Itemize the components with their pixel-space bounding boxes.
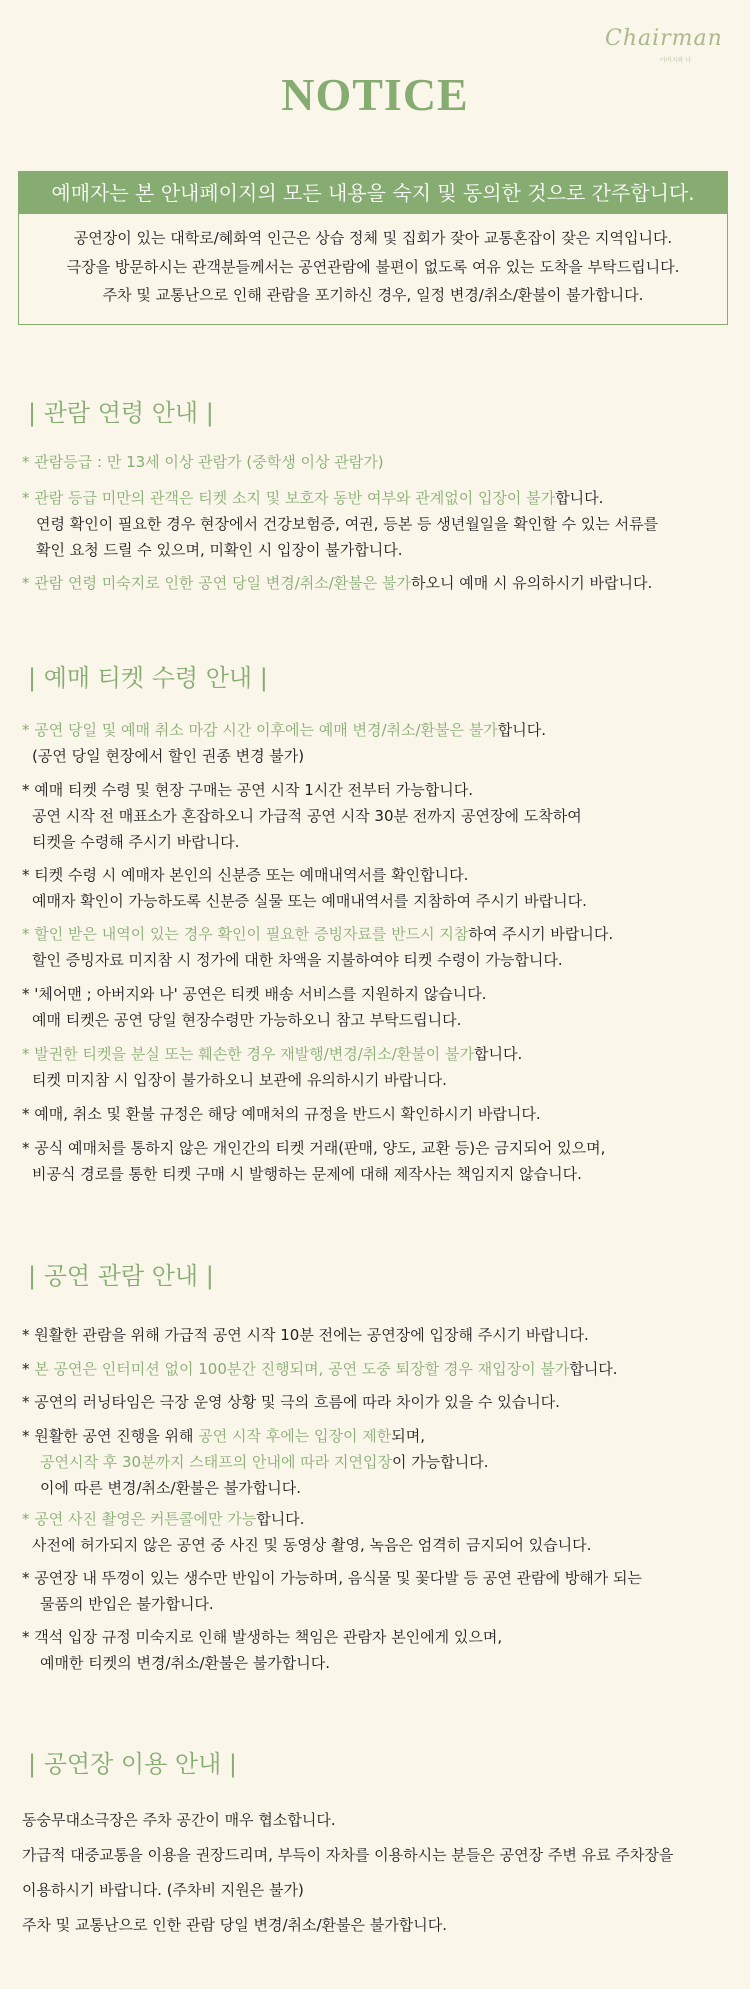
item-text: * 원활한 관람을 위해 가급적 공연 시작 10분 전에는 공연장에 입장해 주시기 바랍니다. — [22, 1326, 589, 1344]
item-text: * 티켓 수령 시 예매자 본인의 신분증 또는 예매내역서를 확인합니다. — [22, 866, 469, 884]
list-item — [22, 777, 732, 855]
venue-line: 가급적 대중교통을 이용을 권장드리며, 부득이 자차를 이용하시는 분들은 공연장 주변 유료 주차장을 — [22, 1846, 674, 1864]
item-text-highlight: * 할인 받은 내역이 있는 경우 확인이 필요한 증빙자료를 반드시 지참 — [22, 925, 469, 943]
item-text-highlight: * 공연 당일 및 예매 취소 마감 시간 이후에는 예매 변경/취소/환불은 불가 — [22, 721, 498, 739]
notice-body — [19, 214, 727, 310]
item-text: * '체어맨 ; 아버지와 나' 공연은 티켓 배송 서비스를 지원하지 않습니다. — [22, 985, 487, 1003]
venue-line: 동숭무대소극장은 주차 공간이 매우 협소합니다. — [22, 1811, 336, 1829]
item-text-highlight: 공연시작 후 30분까지 스태프의 안내에 따라 지연입장 — [40, 1453, 392, 1471]
section-title-ticket: | 예매 티켓 수령 안내 | — [28, 664, 268, 692]
item-text-highlight: 본 공연은 인터미션 없이 100분간 진행되며, 공연 도중 퇴장할 경우 재입장이 불가 — [34, 1360, 570, 1378]
item-text: 하여 주시기 바랍니다. — [468, 925, 614, 943]
list-item — [22, 1506, 732, 1558]
list-item — [22, 1565, 732, 1617]
item-text-highlight: * 공연 사진 촬영은 커튼콜에만 가능 — [22, 1510, 257, 1528]
section-title-venue: | 공연장 이용 안내 | — [28, 1750, 237, 1778]
venue-line: 주차 및 교통난으로 인한 관람 당일 변경/취소/환불은 불가합니다. — [22, 1916, 447, 1934]
item-text: 합니다. — [555, 489, 604, 507]
item-text: 되며, — [391, 1427, 425, 1445]
item-text: 이에 따른 변경/취소/환불은 불가합니다. — [40, 1479, 302, 1497]
venue-paragraph — [22, 1803, 742, 1943]
list-item — [22, 981, 732, 1033]
list-item — [22, 1624, 732, 1676]
item-text: * 공연장 내 뚜껑이 있는 생수만 반입이 가능하며, 음식물 및 꽃다발 등 공연 관람에 방해가 되는 — [22, 1569, 642, 1587]
list-item — [22, 921, 732, 973]
item-text: 연령 확인이 필요한 경우 현장에서 건강보험증, 여권, 등본 등 생년월일을 확인할 수 있는 서류를 — [36, 515, 659, 533]
item-text: * 원활한 공연 진행을 위해 — [22, 1427, 199, 1445]
item-text-highlight: 공연 시작 후에는 입장이 제한 — [198, 1427, 392, 1445]
list-item — [22, 1423, 732, 1501]
item-text: 예매 티켓은 공연 당일 현장수령만 가능하오니 참고 부탁드립니다. — [32, 1011, 462, 1029]
item-text: (공연 당일 현장에서 할인 권종 변경 불가) — [32, 747, 305, 765]
item-text: 예매자 확인이 가능하도록 신분증 실물 또는 예매내역서를 지참하여 주시기 바랍니다. — [32, 892, 587, 910]
page-title: NOTICE — [281, 69, 469, 120]
item-text: 비공식 경로를 통한 티켓 구매 시 발행하는 문제에 대해 제작사는 책임지지 않습니다. — [32, 1165, 582, 1183]
item-bullet: * — [22, 1360, 35, 1378]
venue-line: 이용하시기 바랍니다. (주차비 지원은 불가) — [22, 1881, 304, 1899]
notice-line: 주차 및 교통난으로 인해 관람을 포기하신 경우, 일정 변경/취소/환불이 불가합니다. — [102, 286, 644, 304]
item-text: * 공연의 러닝타임은 극장 운영 상황 및 극의 흐름에 따라 차이가 있을 수 있습니다. — [22, 1393, 560, 1411]
list-item — [22, 1041, 732, 1093]
item-text: * 예매, 취소 및 환불 규정은 해당 예매처의 규정을 반드시 확인하시기 바랍니다. — [22, 1105, 541, 1123]
item-text: 티켓 미지참 시 입장이 불가하오니 보관에 유의하시기 바랍니다. — [32, 1071, 447, 1089]
logo-subtext: 아버지와 나 — [660, 57, 691, 64]
list-item — [22, 1356, 732, 1382]
notice-line: 공연장이 있는 대학로/혜화역 인근은 상습 정체 및 집회가 잦아 교통혼잡이 잦은 지역입니다. — [73, 229, 673, 247]
list-item — [22, 449, 732, 475]
item-text: 합니다. — [569, 1360, 618, 1378]
list-item — [22, 1389, 732, 1415]
list-item — [22, 1101, 732, 1127]
item-text: 사전에 허가되지 않은 공연 중 사진 및 동영상 촬영, 녹음은 엄격히 금지되어 있습니다. — [32, 1536, 592, 1554]
item-text: 합니다. — [497, 721, 547, 739]
notice-line: 극장을 방문하시는 관객분들께서는 공연관람에 불편이 없도록 여유 있는 도착을 부탁드립니다. — [66, 257, 680, 276]
notice-box — [18, 171, 728, 325]
list-item — [22, 1322, 732, 1348]
item-text: 확인 요청 드릴 수 있으며, 미확인 시 입장이 불가합니다. — [36, 541, 403, 559]
section-title-show: | 공연 관람 안내 | — [28, 1262, 214, 1290]
item-text: * 객석 입장 규정 미숙지로 인해 발생하는 책임은 관람자 본인에게 있으며, — [22, 1628, 503, 1646]
section-title-age: | 관람 연령 안내 | — [28, 399, 214, 427]
item-text: 공연 시작 전 매표소가 혼잡하오니 가급적 공연 시작 30분 전까지 공연장에 도착하여 — [32, 807, 582, 825]
item-text: 합니다. — [256, 1510, 305, 1528]
item-text: * 관람등급 : 만 13세 이상 관람가 (중학생 이상 관람가) — [22, 453, 384, 471]
item-text: * 공식 예매처를 통하지 않은 개인간의 티켓 거래(판매, 양도, 교환 등)은 금지되어 있으며, — [22, 1139, 606, 1157]
item-text: 예매한 티켓의 변경/취소/환불은 불가합니다. — [40, 1654, 331, 1672]
item-text: 합니다. — [474, 1045, 523, 1063]
item-text-highlight: * 관람 연령 미숙지로 인한 공연 당일 변경/취소/환불은 불가 — [22, 574, 412, 592]
list-item — [22, 1135, 732, 1187]
item-text: * 예매 티켓 수령 및 현장 구매는 공연 시작 1시간 전부터 가능합니다. — [22, 781, 474, 799]
item-text-highlight: * 발권한 티켓을 분실 또는 훼손한 경우 재발행/변경/취소/환불이 불가 — [22, 1045, 475, 1063]
list-item — [22, 570, 732, 596]
list-item — [22, 717, 732, 769]
item-text: 물품의 반입은 불가합니다. — [40, 1595, 214, 1613]
item-text-highlight: * 관람 등급 미만의 관객은 티켓 소지 및 보호자 동반 여부와 관계없이 입장이 불가 — [22, 489, 556, 507]
item-text: 이 가능합니다. — [392, 1453, 489, 1471]
item-text: 할인 증빙자료 미지참 시 정가에 대한 차액을 지불하여야 티켓 수령이 가능합니다. — [32, 951, 563, 969]
item-text: 티켓을 수령해 주시기 바랍니다. — [32, 833, 240, 851]
list-item — [22, 862, 732, 914]
notice-banner: 예매자는 본 안내페이지의 모든 내용을 숙지 및 동의한 것으로 간주합니다. — [19, 172, 727, 214]
list-item — [22, 485, 732, 563]
logo-text: Chairman — [605, 26, 723, 51]
item-text: 하오니 예매 시 유의하시기 바랍니다. — [411, 574, 653, 592]
